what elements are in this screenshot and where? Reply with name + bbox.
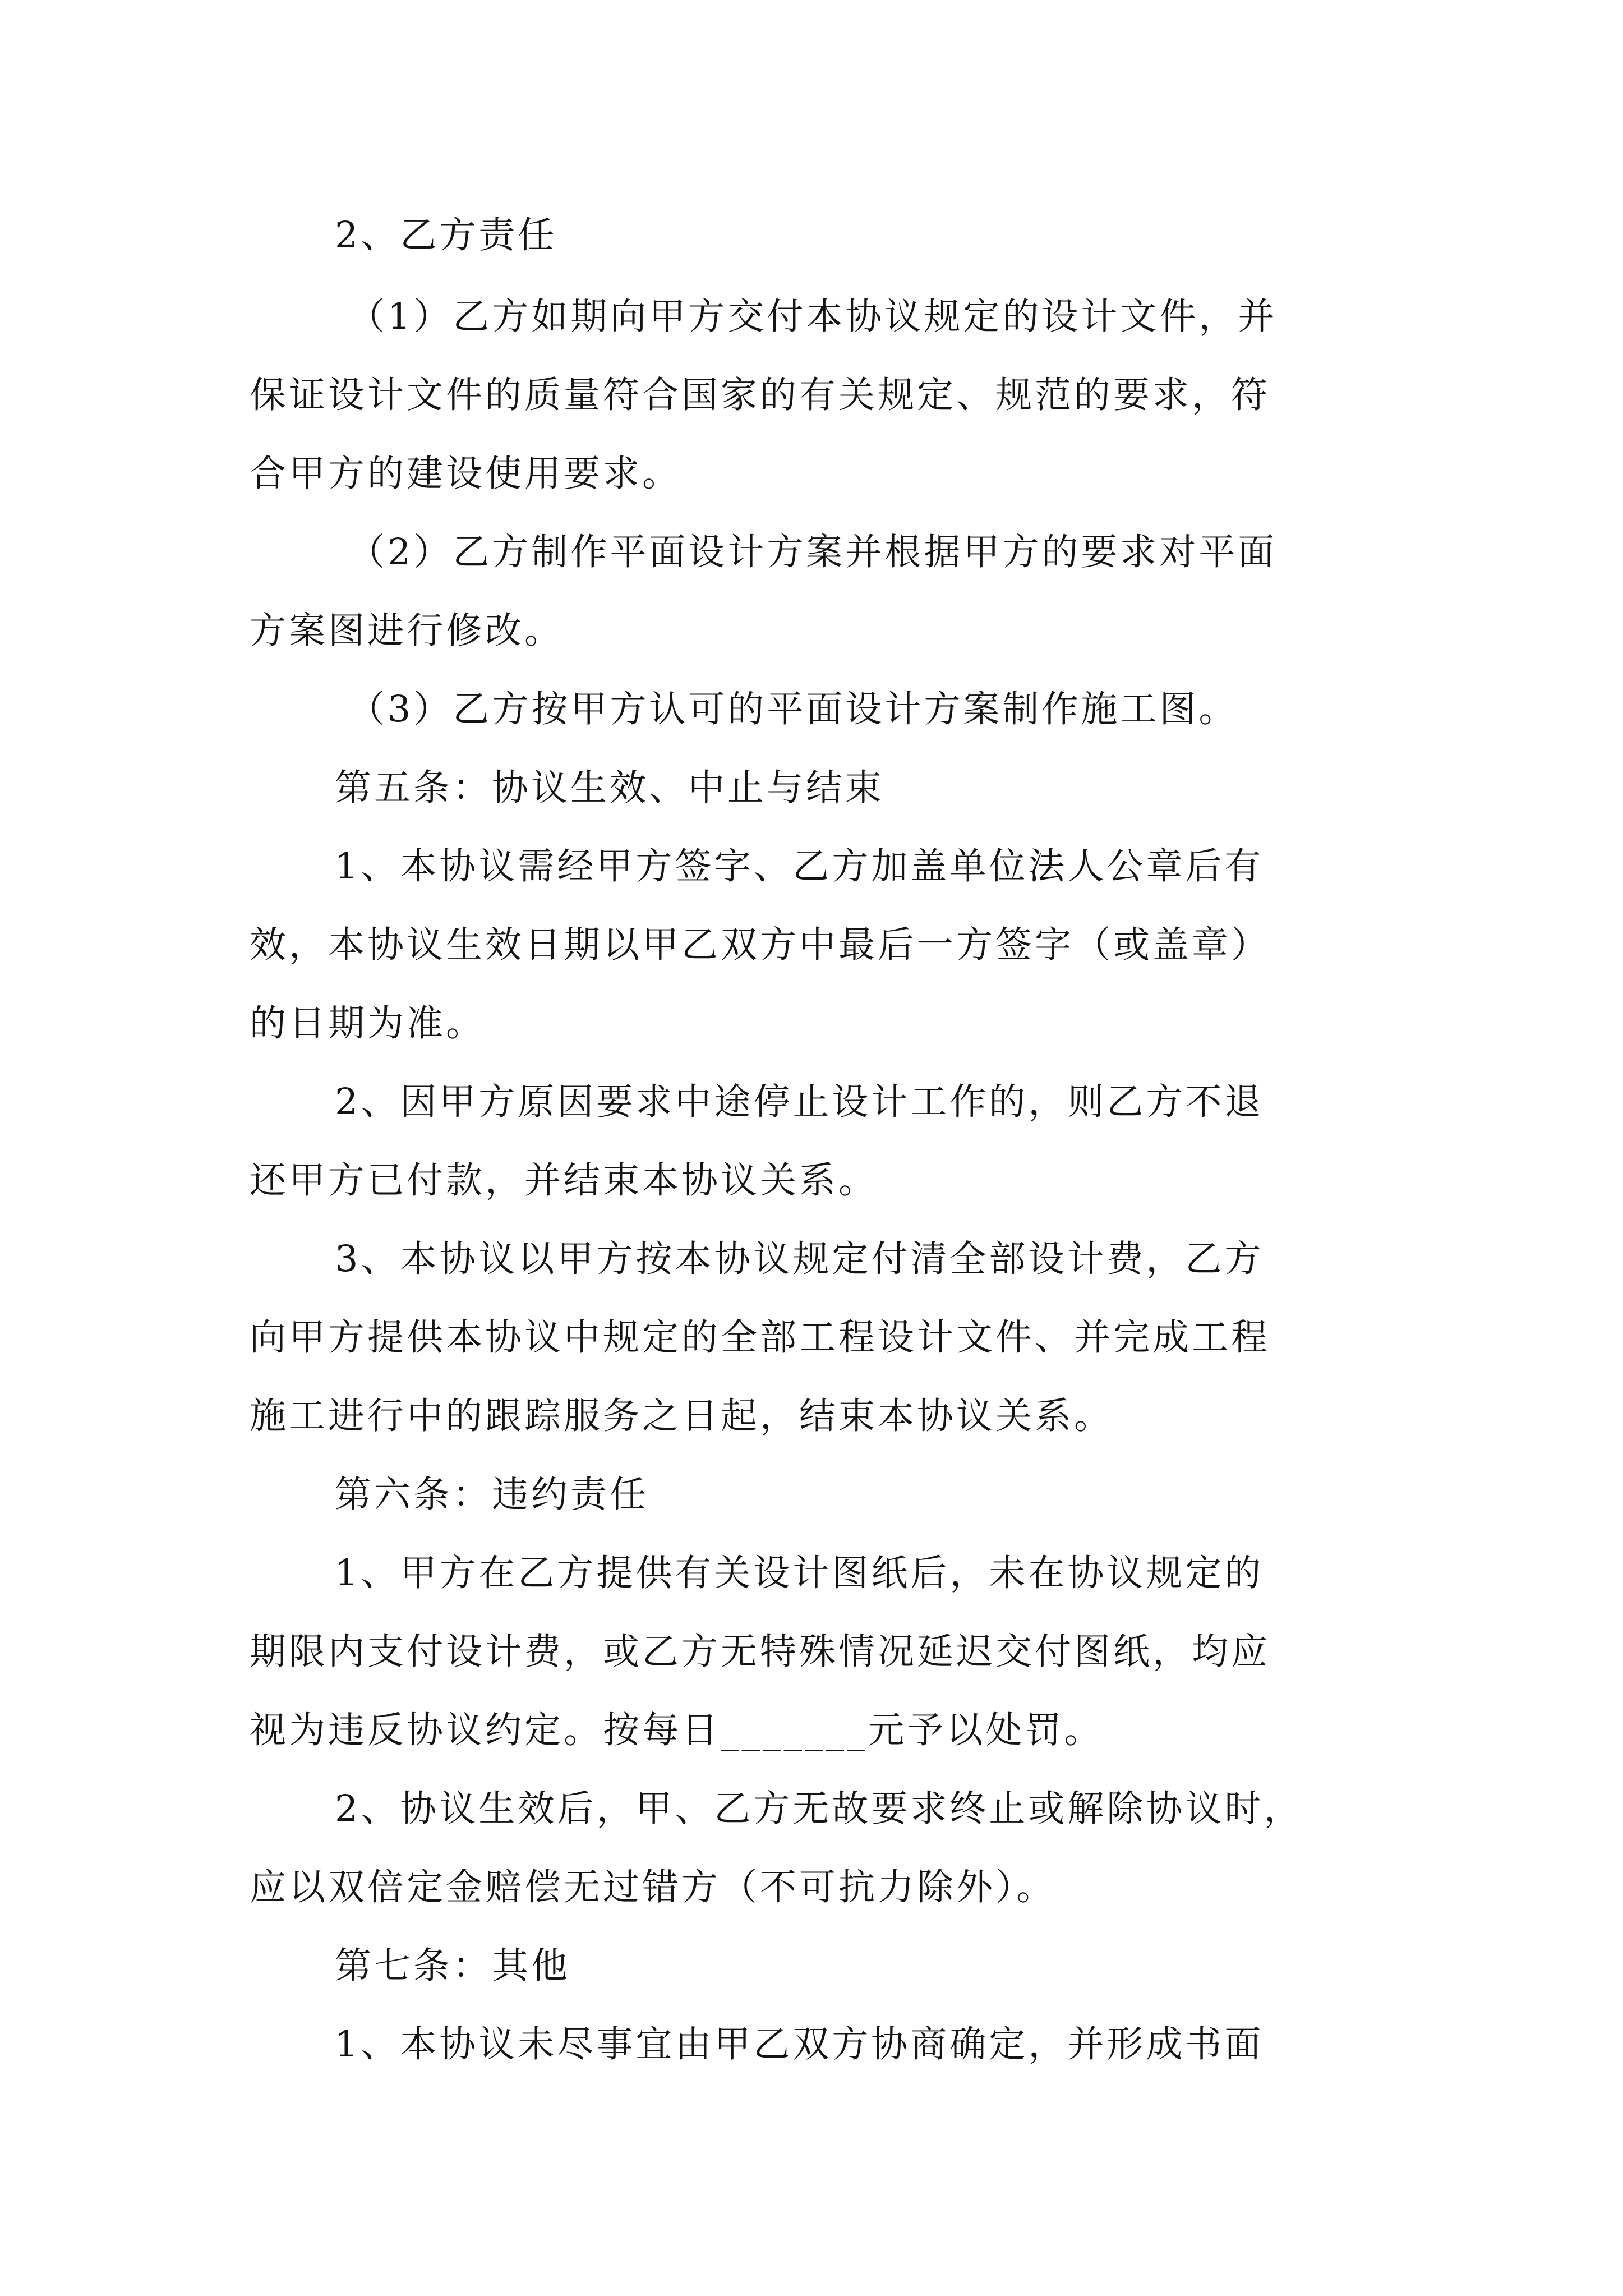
paragraph-line: 保证设计文件的质量符合国家的有关规定、规范的要求，符 [250, 374, 1271, 416]
paragraph-line: 的日期为准。 [250, 1002, 486, 1045]
article-heading-5: 第五条：协议生效、中止与结束 [335, 767, 885, 809]
paragraph-line: 施工进行中的跟踪服务之日起，结束本协议关系。 [250, 1395, 1114, 1437]
article-heading-6: 第六条：违约责任 [335, 1474, 649, 1516]
paragraph-line: （1）乙方如期向甲方交付本协议规定的设计文件，并 [348, 296, 1278, 338]
paragraph-line: 1、本协议需经甲方签字、乙方加盖单位法人公章后有 [335, 845, 1264, 887]
paragraph-line: 效，本协议生效日期以甲乙双方中最后一方签字（或盖章） [250, 924, 1271, 966]
paragraph-line: 1、甲方在乙方提供有关设计图纸后，未在协议规定的 [335, 1552, 1264, 1594]
paragraph-line: （2）乙方制作平面设计方案并根据甲方的要求对平面 [348, 531, 1278, 573]
paragraph-line-with-blank: 视为违反协议约定。按每日_______元予以处罚。 [250, 1709, 1104, 1751]
paragraph-line: （3）乙方按甲方认可的平面设计方案制作施工图。 [348, 688, 1238, 730]
paragraph-line: 1、本协议未尽事宜由甲乙双方协商确定，并形成书面 [335, 2023, 1264, 2065]
paragraph-line: 2、因甲方原因要求中途停止设计工作的，则乙方不退 [335, 1081, 1264, 1123]
paragraph-line: 还甲方已付款，并结束本协议关系。 [250, 1159, 878, 1202]
paragraph-line: 2、协议生效后，甲、乙方无故要求终止或解除协议时， [335, 1788, 1303, 1830]
article-heading-7: 第七条：其他 [335, 1945, 571, 1987]
paragraph-line: 合甲方的建设使用要求。 [250, 453, 682, 495]
paragraph-line: 方案图进行修改。 [250, 610, 564, 652]
paragraph-line: 应以双倍定金赔偿无过错方（不可抗力除外）。 [250, 1866, 1056, 1908]
section-heading-party-b-duties: 2、乙方责任 [335, 214, 557, 256]
paragraph-line: 期限内支付设计费，或乙方无特殊情况延迟交付图纸，均应 [250, 1631, 1271, 1673]
paragraph-line: 向甲方提供本协议中规定的全部工程设计文件、并完成工程 [250, 1317, 1271, 1359]
paragraph-line: 3、本协议以甲方按本协议规定付清全部设计费，乙方 [335, 1238, 1264, 1280]
